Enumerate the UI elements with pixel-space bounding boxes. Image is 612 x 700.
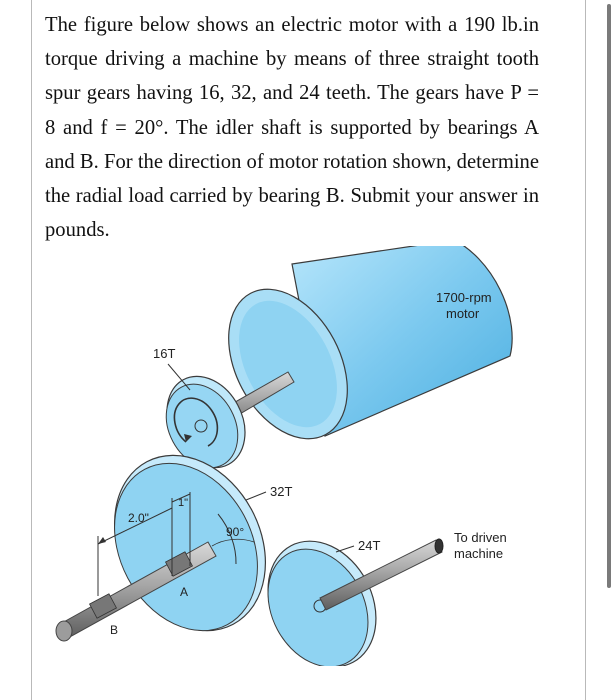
dim-2-label: 2.0": [128, 511, 149, 525]
gear-train-figure: [40, 246, 540, 666]
output-label-2: machine: [454, 546, 504, 561]
angle-label: 90°: [226, 525, 245, 539]
bearing-a-label: A: [180, 585, 189, 599]
motor-label: 1700-rpm: [436, 290, 492, 305]
gear-16t-label: 16T: [153, 346, 176, 361]
gear-24t-label: 24T: [358, 538, 381, 553]
dim-1-label: 1": [178, 497, 189, 509]
motor-label-2: motor: [446, 306, 480, 321]
question-text: The figure below shows an electric motor with a 190 lb.in torque driving a machine by means of three straight tooth spur gears having 16, 32, and 24 teeth. The gears have P = 8 and f = 20°. The idler shaft is supported by bearings A and B. For the direction of motor rotation shown, determine the radial load carried by bearing B. Submit your answer in pounds.: [45, 14, 539, 242]
scrollbar[interactable]: [607, 4, 611, 588]
gear-32t-label: 32T: [270, 484, 293, 499]
motor: [205, 246, 513, 459]
bearing-b-label: B: [110, 623, 119, 637]
output-label: To driven: [454, 530, 507, 545]
